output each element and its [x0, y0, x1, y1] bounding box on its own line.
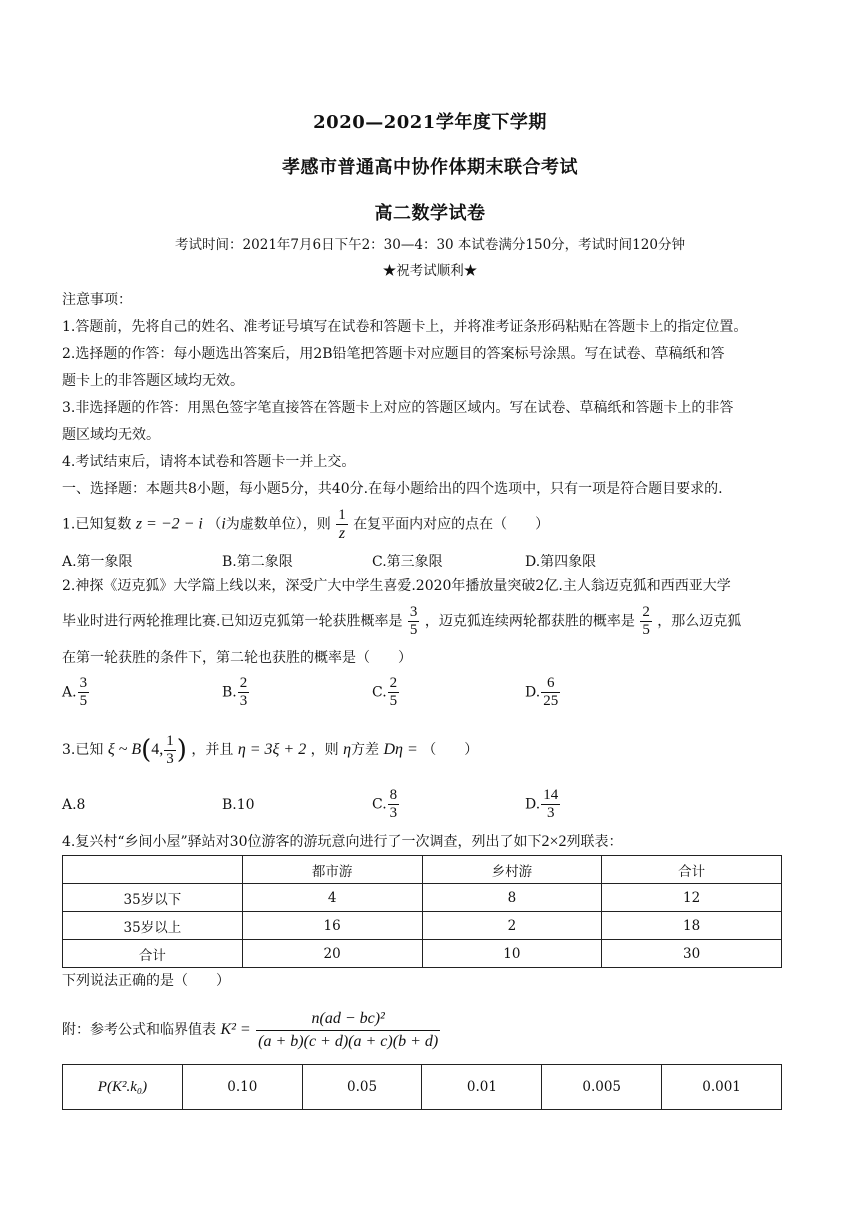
q2-f2-num: 2 — [642, 604, 650, 620]
table-cell: 4 — [242, 884, 422, 912]
q1-imag-unit: i — [221, 515, 226, 533]
q3-text-mid2: ，则 — [310, 742, 339, 758]
q2-d-den: 25 — [543, 693, 559, 709]
q4-intro-a: 4.复兴村“乡间小屋”驿站对30位游客的游玩意向进行了一次调查，列出了如下 — [62, 834, 542, 850]
good-luck-text: ★祝考试顺利★ — [382, 263, 478, 279]
table-row — [63, 940, 782, 968]
q1-frac-den: z — [338, 525, 346, 542]
q1-option-b: B.第二象限 — [222, 554, 293, 570]
k2-symbol: K² = — [220, 1021, 251, 1038]
table-cell: 30 — [602, 940, 782, 968]
q3-option-d — [525, 787, 561, 822]
table-header-cell: 都市游 — [242, 856, 422, 884]
table-header-cell: 合计 — [602, 856, 782, 884]
q3-n-param: 4, — [151, 741, 164, 758]
k2-formula — [256, 1008, 440, 1053]
q3-option-c — [372, 787, 400, 822]
q2-text-c: ，那么迈克狐 — [657, 613, 742, 630]
q4-intro-math: 2×2 — [541, 833, 567, 850]
q1-paren-open: （ — [207, 516, 222, 533]
q3-d-label: D. — [525, 796, 541, 813]
table-cell: 35岁以上 — [63, 912, 243, 940]
table-cell: 合计 — [63, 940, 243, 968]
pk-label-cell: P(K².k₀) — [63, 1065, 183, 1110]
q2-b-label: B. — [222, 684, 237, 701]
q3-eta-def: η = 3ξ + 2 — [237, 741, 307, 758]
table-cell: 0.01 — [422, 1065, 542, 1110]
table-cell: 10 — [422, 940, 602, 968]
q1-option-a: A.第一象限 — [62, 554, 133, 570]
q2-a-label: A. — [62, 684, 77, 701]
table-cell: 0.001 — [662, 1065, 782, 1110]
table-cell: 0.10 — [182, 1065, 302, 1110]
q4-ref-prefix: 附：参考公式和临界值表 — [62, 1022, 216, 1038]
q2-text-a: 毕业时进行两轮推理比赛.已知迈克狐第一轮获胜概率是 — [62, 613, 403, 630]
q4-intro — [62, 833, 623, 851]
q3-prefix: 3.已知 — [62, 742, 104, 758]
q3-text-mid: ，并且 — [191, 742, 234, 758]
q3-suffix: （ ） — [422, 742, 479, 758]
table-row — [63, 884, 782, 912]
table-cell: 18 — [602, 912, 782, 940]
table-row — [63, 1065, 782, 1110]
k2-denominator: (a + b)(c + d)(a + c)(b + d) — [258, 1032, 439, 1050]
q4-question: 下列说法正确的是（ ） — [62, 973, 230, 989]
q3-option-a: A.8 — [62, 797, 86, 813]
q2-first-prob — [408, 604, 420, 639]
note-4: 4.考试结束后，请将本试卷和答题卡一并上交。 — [62, 454, 356, 470]
table-header-cell — [63, 856, 243, 884]
q1-frac-num: 1 — [338, 507, 346, 523]
exam-name-title: 孝感市普通高中协作体期末联合考试 — [282, 157, 578, 178]
q3-c-num: 8 — [389, 787, 398, 803]
q2-f1-den: 5 — [409, 622, 418, 638]
table-cell: 0.005 — [542, 1065, 662, 1110]
q2-line-2 — [62, 604, 741, 639]
q2-a-den: 5 — [79, 693, 88, 709]
q2-d-num: 6 — [541, 675, 560, 693]
table-header-cell: 乡村游 — [422, 856, 602, 884]
q2-b-den: 3 — [239, 693, 248, 709]
table-cell: 16 — [242, 912, 422, 940]
note-3b: 题区域均无效。 — [62, 427, 160, 443]
q1-prefix: 1.已知复数 — [62, 516, 132, 533]
q1-mid-text: 为虚数单位），则 — [225, 516, 331, 533]
question-3: 3.已知 ξ ~ B(4, $\frac{1}{3}$ ) ，并且 η = 3ξ + 2 ，则 η方差 Dη = （ ） — [62, 732, 479, 767]
q2-option-c — [372, 675, 400, 710]
q3-option-b: B.10 — [222, 797, 255, 813]
q3-p-param — [164, 733, 176, 768]
q2-line-1: 2.神探《迈克狐》大学篇上线以来，深受广大中学生喜爱.2020年播放量突破2亿.主人翁迈克狐和西西亚大学 — [62, 578, 731, 594]
note-2b: 题卡上的非答题区域均无效。 — [62, 373, 244, 389]
q4-intro-b: 列联表： — [566, 834, 623, 850]
table-cell: 20 — [242, 940, 422, 968]
q3-d-num: 14 — [543, 787, 559, 803]
note-2a: 2.选择题的作答：每小题选出答案后，用2B铅笔把答题卡对应题目的答案标号涂黑。写在试卷、草稿纸和答 — [62, 346, 725, 362]
q3-c-label: C. — [372, 796, 387, 813]
q2-c-label: C. — [372, 684, 387, 701]
q3-p-den: 3 — [166, 750, 174, 767]
table-cell: 2 — [422, 912, 602, 940]
q2-option-a — [62, 675, 90, 710]
q2-c-num: 2 — [389, 675, 398, 691]
notes-heading: 注意事项： — [62, 292, 132, 308]
section-1-heading: 一、选择题：本题共8小题，每小题5分，共40分.在每小题给出的四个选项中，只有一项是符合题目要求的. — [62, 481, 723, 497]
q3-c-den: 3 — [389, 805, 398, 821]
critical-value-table — [62, 1064, 782, 1110]
q3-variance: Dη = — [383, 741, 418, 758]
q3-distribution: ξ ~ B — [107, 741, 142, 758]
q2-both-prob — [640, 604, 652, 639]
q2-b-num: 2 — [239, 675, 248, 691]
q2-f2-den: 5 — [642, 622, 650, 638]
note-3a: 3.非选择题的作答：用黑色签字笔直接答在答题卡上对应的答题区域内。写在试卷、草稿纸和答题卡上的非答 — [62, 400, 734, 416]
k2-numerator: n(ad − bc)² — [256, 1008, 440, 1031]
q1-option-c: C.第三象限 — [372, 554, 443, 570]
paper-title: 高二数学试卷 — [374, 203, 486, 224]
q2-c-den: 5 — [389, 693, 398, 709]
q3-d-den: 3 — [546, 805, 555, 821]
table-cell: 35岁以下 — [63, 884, 243, 912]
table-header-row — [63, 856, 782, 884]
q2-line-3: 在第一轮获胜的条件下，第二轮也获胜的概率是（ ） — [62, 650, 412, 666]
contingency-table — [62, 855, 782, 968]
table-cell: 0.05 — [302, 1065, 422, 1110]
q3-text-mid3: 方差 — [351, 742, 380, 758]
q3-eta: η — [343, 741, 352, 758]
q1-suffix: 在复平面内对应的点在（ ） — [353, 516, 550, 533]
exam-info: 考试时间：2021年7月6日下午2：30—4：30 本试卷满分150分，考试时间120分钟 — [175, 237, 685, 253]
q2-a-num: 3 — [79, 675, 88, 691]
q1-expression: z = −2 − i — [135, 515, 203, 533]
q3-p-num: 1 — [166, 732, 174, 749]
table-cell: 12 — [602, 884, 782, 912]
table-row — [63, 912, 782, 940]
note-1: 1.答题前，先将自己的姓名、准考证号填写在试卷和答题卡上，并将准考证条形码粘贴在答题卡上的指定位置。 — [62, 319, 748, 335]
q2-option-b — [222, 675, 250, 710]
school-year-title: 2020—2021学年度下学期 — [313, 112, 547, 133]
q1-option-d: D.第四象限 — [525, 554, 597, 570]
q2-d-label: D. — [525, 684, 541, 701]
table-cell: 8 — [422, 884, 602, 912]
q2-text-b: ，迈克狐连续两轮都获胜的概率是 — [424, 613, 635, 630]
q2-f1-num: 3 — [409, 604, 418, 620]
q2-option-d — [525, 675, 561, 710]
q4-reference-formula — [62, 1004, 441, 1056]
q1-fraction — [336, 507, 348, 542]
question-1 — [62, 507, 549, 542]
